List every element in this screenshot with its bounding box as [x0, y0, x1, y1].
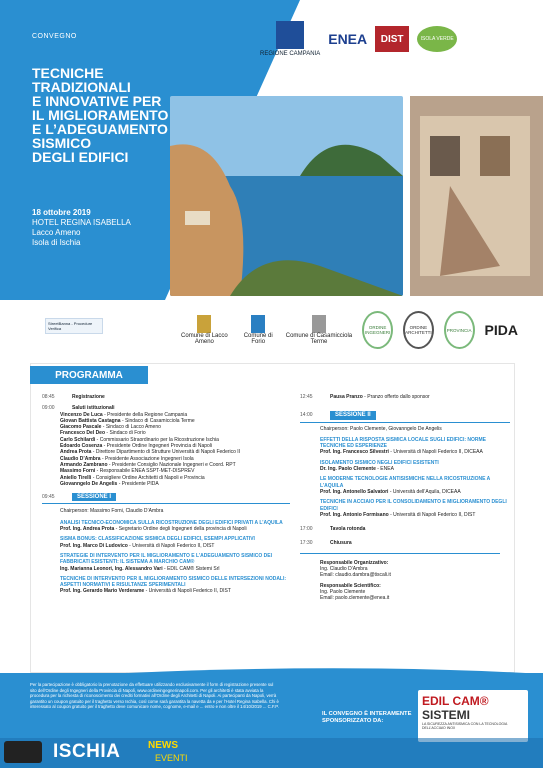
edilcam-logo: EDIL CAM® SISTEMI LA SICUREZZA ANTISISMICA CON LA TECNOLOGIA DELL’ACCIAIO INOX — [418, 690, 528, 742]
list-item: Francesco Del Deo - Sindaco di Forio — [60, 430, 146, 437]
list-item: Giovan Battista Castagna - Sindaco di Casamicciola Terme — [60, 417, 195, 424]
program-title: PROGRAMMA — [30, 366, 148, 384]
list-item: TECNICHE DI INTERVENTO PER IL MIGLIORAMENTO SISMICO DELLE INTERSEZIONI NODALI: ASPETTI NORMATIVI E RISULTANZE SPERIMENTALI Prof. Ing. Gerardo Mario Verderame - Università di Napoli Federico II, DIST — [60, 575, 287, 595]
ordine-ingegneri-logo: ORDINE INGEGNERI — [362, 311, 393, 349]
agenda-row: 12:45 Pausa Pranzo - Pranzo offerto dallo sponsor — [300, 394, 430, 400]
ischia-news-logo: ISCHIA — [53, 741, 121, 762]
building-image — [410, 96, 543, 296]
comune-lacco-logo: Comune di Lacco Ameno — [178, 315, 231, 345]
kicker: CONVEGNO — [32, 33, 77, 40]
footer-wave — [0, 660, 543, 680]
program-left-column — [42, 394, 290, 595]
greetings-list — [60, 412, 290, 488]
list-item: Giovanngelo De Angelis - Presidente PIDA — [60, 480, 159, 487]
list-item: TECNICHE IN ACCIAIO PER IL CONSOLIDAMENTO E MIGLIORAMENTO DEGLI EDIFICI Prof. Ing. Antonio Formisano - Università di Napoli Federico II, DIST — [320, 499, 507, 518]
pida-logo: PIDA — [484, 322, 518, 338]
news-label: NEWS — [148, 740, 178, 751]
regione-logo: REGIONE CAMPANIA — [260, 21, 320, 57]
channel-logo — [4, 741, 42, 763]
registration-note: Per la partecipazione è obbligatorio la prenotazione da effettuare utilizzando esclusivamente il form di registrazione presente sul sito dell’Ordine degli Ingegneri della Provincia di Napoli, www.ordineingegnerinapoli.com. Per gli architetti è stata avviata la procedura per la richiesta di riconoscimento dei crediti formativi all’Ordine degli Architetti di Napoli. Ai partecipanti da Napoli, verrà garantito un coupon gratuito per il traghetto verso Ischia, così come sarà garantita la navetta da e per l’Hotel Regina Isabella. Chi è interessato al coupon gratuito per il traghetto deve comunicare nome, cognome, e-mail e ... entro e non oltre il 14/10/2019 ... C.F.P. — [30, 682, 279, 710]
comune-casamicciola-logo: Comune di Casamicciola Terme — [286, 315, 353, 345]
list-item: Massimo Forni - Responsabile ENEA SSPT-MET-DISPREV — [60, 468, 195, 475]
responsibles: Responsabile Organizzativo: Ing. Claudio D’Ambra Email: claudio.dambra@tiscali.it Responsabile Scientifico: Ing. Paolo Clemente Email: paolo.clemente@enea.it — [320, 559, 391, 602]
list-item: Armando Zambrano - Presidente Consiglio Nazionale Ingegneri e Coord. RPT — [60, 461, 236, 468]
comune-forio-logo: Comune di Forio — [241, 315, 276, 345]
chairperson: Chairperson: Massimo Forni, Claudio D’Ambra — [60, 508, 164, 515]
list-item: EFFETTI DELLA RISPOSTA SISMICA LOCALE SUGLI EDIFICI: NORME TECNICHE ED ESPERIENZE Prof. Ing. Francesco Silvestri - Università di Napoli Federico II, DICEAA — [320, 436, 487, 456]
list-item: Claudio D’Ambra - Presidente Associazione Ingegneri Isola — [60, 455, 194, 462]
divider — [300, 422, 510, 423]
coast-photo — [170, 96, 403, 296]
top-logos — [260, 14, 543, 64]
isola-verde-logo: ISOLA VERDE — [417, 26, 457, 52]
list-item: STRATEGIE DI INTERVENTO PER IL MIGLIORAMENTO E L’ADEGUAMENTO SISMICO DEI FABBRICATI ESISTENTI: IL SISTEMA A MARCHIO CAM® Ing. Marianna Leonori, Ing. Alessandro Vari - EDIL CAM® Sistemi Srl — [60, 552, 272, 572]
provincia-logo: PROVINCIA — [444, 311, 475, 349]
ordine-architetti-logo: ORDINE ARCHITETTI — [403, 311, 434, 349]
coast-image — [170, 96, 403, 296]
divider — [300, 553, 500, 554]
divider — [42, 503, 290, 504]
session-1-header: 09:45 SESSIONE I — [42, 493, 290, 501]
enea-logo: ENEA — [328, 31, 368, 47]
page-title: TECNICHE TRADIZIONALI E INNOVATIVE PER IL MIGLIORAMENTO E L’ADEGUAMENTO SISMICO DEGLI EDIFICI — [32, 65, 169, 165]
session-2-talks — [320, 437, 510, 518]
agenda-row: 17:00 Tavola rotonda — [300, 526, 366, 533]
list-item: Vincenzo De Luca - Presidente della Regione Campania — [60, 411, 188, 418]
partner-logos — [178, 309, 518, 351]
list-item: Aniello Tirelli - Consigliere Ordine Architetti di Napoli e Provincia — [60, 474, 205, 481]
dist-logo: DIST — [375, 26, 409, 52]
list-item: Giacomo Pascale - Sindaco di Lacco Ameno — [60, 424, 161, 431]
session-2-header: 14:00 SESSIONE II — [300, 411, 510, 419]
list-item: Edoardo Cosenza - Presidente Ordine Ingegneri Provincia di Napoli — [60, 443, 213, 450]
program-right-column — [300, 394, 510, 602]
agenda-row: 09:00 Saluti istituzionali — [42, 405, 115, 412]
session-1-talks — [60, 520, 290, 595]
list-item: Andrea Prota - Direttore Dipartimento di Strutture Università di Napoli Federico II — [60, 449, 241, 456]
list-item: SISMA BONUS: CLASSIFICAZIONE SISMICA DEGLI EDIFICI, ESEMPI APPLICATIVI Prof. Ing. Marco Di Ludovico - Università di Napoli Federico II, DIST — [60, 536, 255, 549]
agenda-row: 17:30 Chiusura — [300, 540, 352, 547]
list-item: LE MODERNE TECNOLOGIE ANTISISMICHE NELLA RICOSTRUZIONE A L’AQUILA Prof. Ing. Antonello Salvatori - Università dell’Aquila, DICEAA — [320, 476, 491, 495]
eventi-label: EVENTI — [155, 753, 188, 763]
chairperson: Chairperson: Paolo Clemente, Giovanngelo De Angelis — [320, 425, 442, 432]
list-item: ISOLAMENTO SISMICO NEGLI EDIFICI ESISTENTI Dr. Ing. Paolo Clemente - ENEA — [320, 459, 439, 473]
list-item: ANALISI TECNICO-ECONOMICA SULLA RICOSTRUZIONE DEGLI EDIFICI PRIVATI A L’AQUILA Prof. Ing. Andrea Prota - Segretario Ordine degli Ingegneri della provincia di Napoli — [60, 519, 283, 533]
sponsor-text: IL CONVEGNO È INTERAMENTE SPONSORIZZATO DA: — [322, 711, 412, 724]
list-item: Carlo Schilardi - Commissario Straordinario per la Ricostruzione Ischia — [60, 436, 219, 443]
agenda-row: 08:45 Registrazione — [42, 394, 105, 400]
streetbanna-logo: StreetBanna - Procedure Verifica — [45, 318, 103, 334]
damaged-building-photo — [410, 96, 543, 296]
event-info: 18 ottobre 2019 HOTEL REGINA ISABELLA Lacco Ameno Isola di Ischia — [32, 208, 131, 247]
